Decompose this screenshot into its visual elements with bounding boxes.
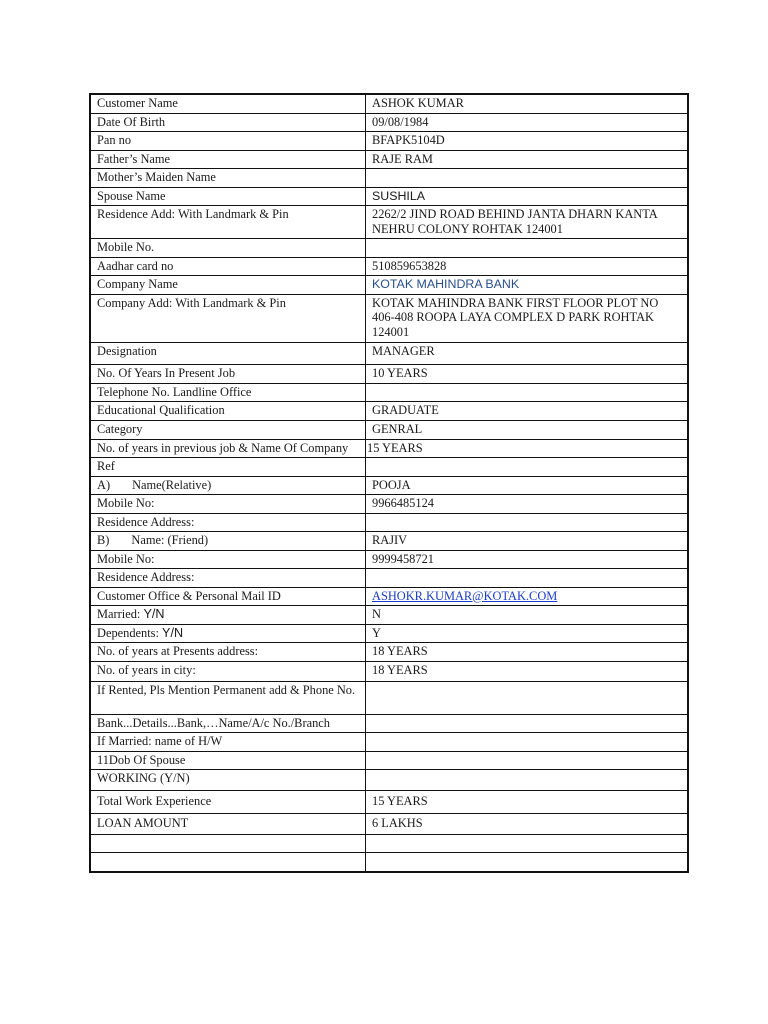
customer-details-table (89, 93, 689, 873)
telephone-landline-value (366, 383, 689, 402)
ref-a-residence-label: Residence Address: (90, 513, 366, 532)
years-in-city-value: 18 YEARS (366, 661, 689, 681)
bank-details-label: Bank...Details...Bank,…Name/A/c No./Branch (90, 714, 366, 733)
ref-b-residence-label: Residence Address: (90, 569, 366, 588)
married-value: N (366, 606, 689, 625)
fathers-name-label: Father’s Name (90, 150, 366, 169)
category-value: GENRAL (366, 420, 689, 439)
table-row (90, 791, 688, 814)
customer-name-label: Customer Name (90, 94, 366, 113)
dob-spouse-label: 11Dob Of Spouse (90, 751, 366, 770)
table-row (90, 257, 688, 276)
category-label: Category (90, 420, 366, 439)
bank-details-value (366, 714, 689, 733)
table-row (90, 439, 688, 458)
company-address-value: KOTAK MAHINDRA BANK FIRST FLOOR PLOT NO 406-408 ROOPA LAYA COMPLEX D PARK ROHTAK 124001 (366, 294, 689, 342)
ref-a-name-text: Name(Relative) (132, 477, 212, 492)
ref-b-mobile-value: 9999458721 (366, 550, 689, 569)
empty-label (90, 835, 366, 853)
mobile-no-label: Mobile No. (90, 239, 366, 258)
table-row (90, 661, 688, 681)
ref-a-prefix: A) (97, 477, 111, 492)
years-present-address-value: 18 YEARS (366, 643, 689, 662)
ref-b-prefix: B) (97, 533, 110, 547)
table-row (90, 94, 688, 113)
table-row (90, 239, 688, 258)
mothers-maiden-name-label: Mother’s Maiden Name (90, 169, 366, 188)
designation-label: Designation (90, 342, 366, 364)
table-row (90, 714, 688, 733)
document-page (89, 93, 686, 873)
table-row (90, 476, 688, 495)
table-row (90, 169, 688, 188)
ref-a-mobile-value: 9966485124 (366, 495, 689, 514)
years-present-address-label: No. of years at Presents address: (90, 643, 366, 662)
mail-id-label: Customer Office & Personal Mail ID (90, 587, 366, 606)
ref-b-mobile-label: Mobile No: (90, 550, 366, 569)
years-in-present-job-label: No. Of Years In Present Job (90, 364, 366, 383)
ref-b-residence-value (366, 569, 689, 588)
table-row (90, 113, 688, 132)
mobile-no-value (366, 239, 689, 258)
table-row (90, 150, 688, 169)
pan-no-label: Pan no (90, 132, 366, 151)
table-row (90, 681, 688, 714)
table-row (90, 814, 688, 835)
table-row (90, 513, 688, 532)
company-name-label: Company Name (90, 276, 366, 295)
table-row (90, 733, 688, 752)
spouse-hw-name-value (366, 733, 689, 752)
total-work-experience-value: 15 YEARS (366, 791, 689, 814)
years-previous-job-label: No. of years in previous job & Name Of Company (90, 439, 366, 458)
table-row (90, 835, 688, 853)
years-previous-job-value: 15 YEARS (366, 439, 689, 458)
ref-b-name-text: Name: (Friend) (131, 533, 209, 547)
table-row (90, 587, 688, 606)
table-row (90, 206, 688, 239)
email-link[interactable]: ASHOKR.KUMAR@KOTAK.COM (372, 588, 558, 603)
working-label: WORKING (Y/N) (90, 770, 366, 791)
telephone-landline-label: Telephone No. Landline Office (90, 383, 366, 402)
ref-a-residence-value (366, 513, 689, 532)
aadhar-card-label: Aadhar card no (90, 257, 366, 276)
dependents-value: Y (366, 624, 689, 643)
table-row (90, 624, 688, 643)
working-value (366, 770, 689, 791)
pan-no-value: BFAPK5104D (366, 132, 689, 151)
spouse-name-value: SUSHILA (366, 187, 689, 206)
company-address-label: Company Add: With Landmark & Pin (90, 294, 366, 342)
table-row (90, 569, 688, 588)
total-work-experience-label: Total Work Experience (90, 791, 366, 814)
table-row (90, 495, 688, 514)
table-row (90, 751, 688, 770)
aadhar-card-value: 510859653828 (366, 257, 689, 276)
married-label: Married: Y/N (90, 606, 366, 625)
table-row (90, 132, 688, 151)
table-row (90, 383, 688, 402)
mothers-maiden-name-value (366, 169, 689, 188)
mail-id-value (366, 587, 689, 606)
years-in-city-label: No. of years in city: (90, 661, 366, 681)
permanent-address-label: If Rented, Pls Mention Permanent add & Phone No. (90, 681, 366, 714)
table-row (90, 420, 688, 439)
empty-value (366, 853, 689, 872)
table-row (90, 364, 688, 383)
table-row (90, 342, 688, 364)
ref-a-name-label (90, 476, 366, 495)
table-row (90, 853, 688, 872)
dependents-label: Dependents: Y/N (90, 624, 366, 643)
table-row (90, 770, 688, 791)
loan-amount-value: 6 LAKHS (366, 814, 689, 835)
date-of-birth-value: 09/08/1984 (366, 113, 689, 132)
educational-qualification-value: GRADUATE (366, 402, 689, 421)
ref-value (366, 458, 689, 477)
ref-b-name-value: RAJIV (366, 532, 689, 551)
dob-spouse-value (366, 751, 689, 770)
residence-address-value: 2262/2 JIND ROAD BEHIND JANTA DHARN KANTA NEHRU COLONY ROHTAK 124001 (366, 206, 689, 239)
ref-label: Ref (90, 458, 366, 477)
ref-b-name-label (90, 532, 366, 551)
table-row (90, 550, 688, 569)
residence-address-label: Residence Add: With Landmark & Pin (90, 206, 366, 239)
years-in-present-job-value: 10 YEARS (366, 364, 689, 383)
table-row (90, 458, 688, 477)
spouse-name-label: Spouse Name (90, 187, 366, 206)
empty-label (90, 853, 366, 872)
table-row (90, 276, 688, 295)
date-of-birth-label: Date Of Birth (90, 113, 366, 132)
company-name-value: KOTAK MAHINDRA BANK (366, 276, 689, 295)
loan-amount-label: LOAN AMOUNT (90, 814, 366, 835)
table-row (90, 187, 688, 206)
table-row (90, 402, 688, 421)
table-row (90, 606, 688, 625)
spouse-hw-name-label: If Married: name of H/W (90, 733, 366, 752)
customer-name-value: ASHOK KUMAR (366, 94, 689, 113)
ref-a-mobile-label: Mobile No: (90, 495, 366, 514)
empty-value (366, 835, 689, 853)
table-row (90, 643, 688, 662)
educational-qualification-label: Educational Qualification (90, 402, 366, 421)
table-row (90, 532, 688, 551)
permanent-address-value (366, 681, 689, 714)
table-row (90, 294, 688, 342)
fathers-name-value: RAJE RAM (366, 150, 689, 169)
designation-value: MANAGER (366, 342, 689, 364)
ref-a-name-value: POOJA (366, 476, 689, 495)
